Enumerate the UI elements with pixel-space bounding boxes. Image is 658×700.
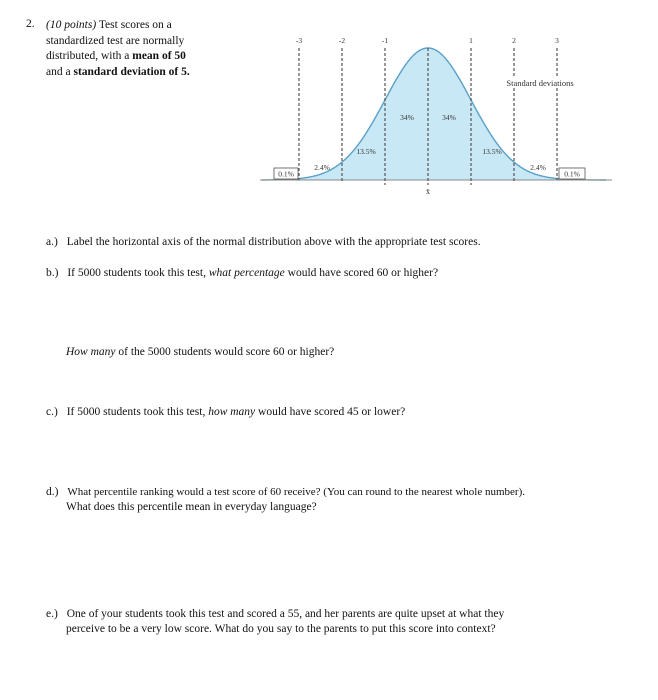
pct-center-left: 34% bbox=[400, 113, 414, 122]
part-c-text-1: If 5000 students took this test, bbox=[66, 406, 209, 418]
pct-center-right: 34% bbox=[442, 113, 456, 122]
std-dev-caption: Standard deviations bbox=[506, 78, 574, 88]
part-b-text-1: If 5000 students took this test, bbox=[67, 267, 209, 279]
intro-line-3: distributed, with a bbox=[46, 50, 133, 62]
sd-label-plus-2: 2 bbox=[512, 36, 516, 45]
pct-outer-left: 0.1% bbox=[278, 169, 294, 179]
intro-line-4: and a bbox=[46, 65, 74, 78]
part-d bbox=[46, 485, 646, 514]
intro-line-2: standardized test are normally bbox=[46, 34, 185, 47]
sd-label-plus-3: 3 bbox=[555, 36, 559, 45]
normal-distribution-figure bbox=[256, 30, 616, 200]
sd-label-minus-2: -2 bbox=[338, 36, 346, 45]
sd-label-minus-1: -1 bbox=[381, 36, 389, 45]
question-intro bbox=[46, 18, 236, 80]
intro-line-1: Test scores on a bbox=[96, 19, 172, 31]
curve-fill bbox=[262, 48, 606, 180]
pct-mid-right: 13.5% bbox=[482, 147, 502, 156]
intro-mean: mean of 50 bbox=[132, 50, 186, 62]
part-e bbox=[46, 607, 646, 636]
pct-tail-left: 2.4% bbox=[314, 163, 330, 172]
part-c-text-3: would have scored 45 or lower? bbox=[255, 406, 406, 418]
question-number: 2. bbox=[26, 18, 35, 30]
sd-label-plus-1: 1 bbox=[469, 36, 473, 45]
intro-sd: standard deviation of 5. bbox=[73, 65, 190, 78]
part-c-emphasis: how many bbox=[208, 406, 256, 418]
part-b-text-3: would have scored 60 or higher? bbox=[284, 267, 439, 279]
part-b-followup bbox=[66, 345, 334, 360]
question-points: (10 points) bbox=[46, 19, 97, 31]
part-e-line-2: perceive to be a very low score. What do you say to the parents to put this score into context? bbox=[66, 622, 496, 635]
part-b-emphasis: what percentage bbox=[208, 267, 285, 279]
part-d-line-1: What percentile ranking would a test score of 60 receive? (You can round to the nearest whole number). bbox=[67, 486, 526, 498]
part-d-label: d.) bbox=[46, 486, 59, 498]
pct-outer-right: 0.1% bbox=[564, 169, 580, 179]
part-b-label: b.) bbox=[46, 267, 59, 279]
part-a bbox=[46, 235, 481, 250]
part-b2-text: of the 5000 students would score 60 or higher? bbox=[115, 346, 335, 358]
part-e-label: e.) bbox=[46, 608, 58, 620]
part-a-text: Label the horizontal axis of the normal distribution above with the appropriate test scores. bbox=[66, 236, 481, 248]
pct-tail-right: 2.4% bbox=[530, 163, 546, 172]
sd-label-minus-3: -3 bbox=[295, 36, 303, 45]
part-c-label: c.) bbox=[46, 406, 58, 418]
mean-label: x̄ bbox=[426, 187, 430, 196]
part-b2-emphasis: How many bbox=[66, 346, 116, 358]
part-c bbox=[46, 405, 405, 420]
part-a-label: a.) bbox=[46, 236, 58, 248]
part-d-line-2: What does this percentile mean in everyday language? bbox=[66, 500, 317, 513]
part-b bbox=[46, 266, 438, 281]
pct-mid-left: 13.5% bbox=[356, 147, 376, 156]
part-e-line-1: One of your students took this test and scored a 55, and her parents are quite upset at what they bbox=[66, 608, 505, 620]
